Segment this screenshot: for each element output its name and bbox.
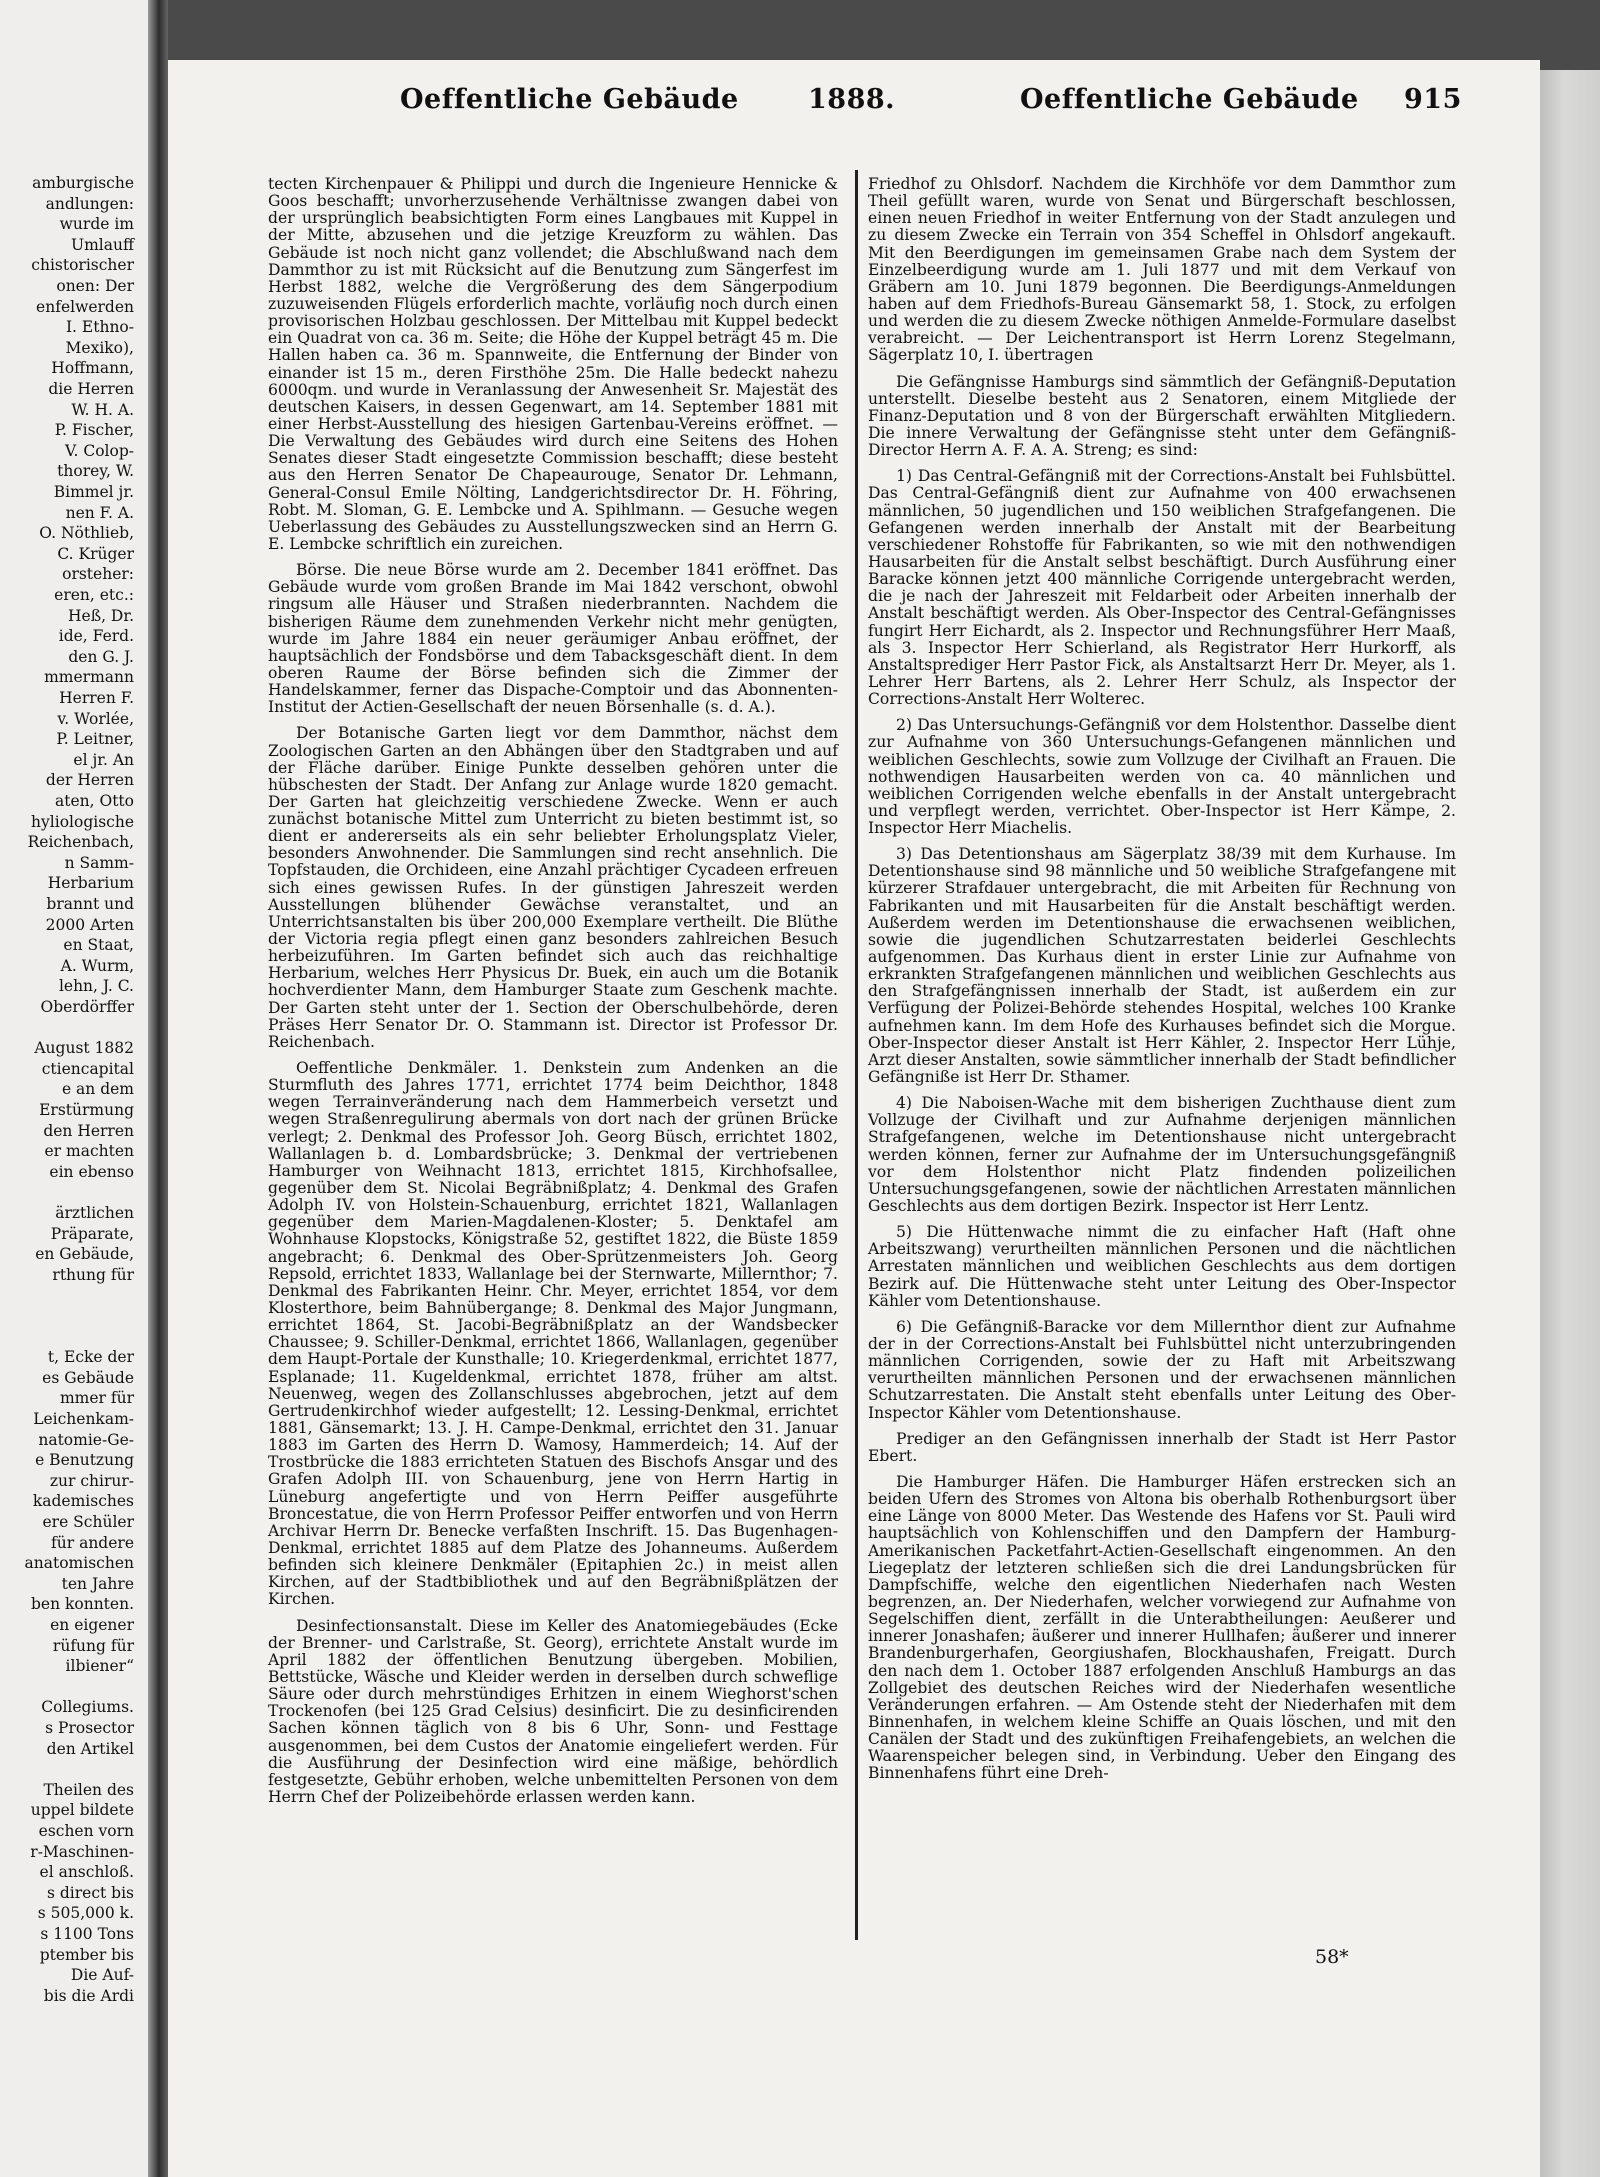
left-page-line: eren, etc.: bbox=[54, 586, 134, 604]
paragraph: Friedhof zu Ohlsdorf. Nachdem die Kirchhöfe vor dem Dammthor zum Theil gefüllt waren, wurde von Senat und Bürgerschaft beschlossen, einen neuen Friedhof in weiter Entfernung von der Stadt anzulegen und zu diesem Zwecke ein Terrain von 354 Scheffel in Ohlsdorf angekauft. Mit den Beerdigungen im gemeinsamen Grabe nach dem System der Einzelbeerdigung wurde am 1. Juli 1877 und mit dem Verkauf von Gräbern am 10. Juni 1879 begonnen. Die Beerdigungs-Anmeldungen haben auf dem Friedhofs-Bureau Gänsemarkt 58, 1. Stock, zu erfolgen und werden die zu diesem Zwecke nöthigen Anmelde-Formulare daselbst verabreicht. — Der Leichentransport ist Herrn Lorenz Stegelmann, Sägerplatz 10, I. übertragen bbox=[868, 175, 1456, 365]
left-page-line: Oberdörffer bbox=[40, 998, 134, 1016]
left-page-line: aten, Otto bbox=[55, 792, 134, 810]
left-page-line: Präparate, bbox=[50, 1224, 134, 1243]
left-page-line: en eigener bbox=[50, 1616, 134, 1634]
left-page-line: e Benutzung bbox=[35, 1451, 134, 1470]
left-page-line: lehn, J. C. bbox=[58, 977, 134, 996]
left-page-line: Herbarium bbox=[47, 874, 134, 893]
left-page-line: ärztlichen bbox=[55, 1204, 134, 1222]
left-page-line: er machten bbox=[44, 1142, 134, 1161]
left-page-line: v. Worlée, bbox=[57, 709, 134, 728]
left-page-line: ben konnten. bbox=[30, 1595, 134, 1614]
left-page-line: A. Wurm, bbox=[60, 956, 134, 975]
left-page-line: bis die Ardi bbox=[43, 1986, 134, 2005]
left-page-line: mmermann bbox=[44, 668, 134, 687]
left-page-line: den Herren bbox=[43, 1121, 134, 1140]
left-page-line: andlungen: bbox=[45, 194, 134, 213]
left-page-line: brannt und bbox=[46, 895, 134, 913]
left-page-line: uppel bildete bbox=[30, 1801, 134, 1820]
left-page-line: el jr. An bbox=[73, 750, 134, 769]
column-rule bbox=[855, 170, 858, 1940]
left-page-line: s Prosector bbox=[45, 1719, 134, 1737]
left-page-line: Herren F. bbox=[59, 689, 134, 707]
running-head-right: Oeffentliche Gebäude bbox=[1020, 84, 1359, 115]
left-page-line: ten Jahre bbox=[61, 1574, 134, 1593]
left-page-line: ere Schüler bbox=[42, 1513, 134, 1531]
left-page-line: ctiencapital bbox=[41, 1059, 134, 1078]
left-page-line: O. Nöthlieb, bbox=[39, 524, 134, 543]
left-page-line: e an dem bbox=[61, 1080, 134, 1099]
left-page-fragment bbox=[0, 0, 148, 2177]
left-page-line: onen: Der bbox=[56, 277, 134, 295]
left-page-line: natomie-Ge- bbox=[38, 1430, 134, 1449]
paragraph: Prediger an den Gefängnissen innerhalb der Stadt ist Herr Pastor Ebert. bbox=[868, 1429, 1456, 1465]
left-page-line: I. Ethno- bbox=[65, 318, 134, 337]
left-page-line: P. Leitner, bbox=[56, 730, 134, 749]
left-page-line: rthung für bbox=[52, 1265, 134, 1284]
left-page-line: s 1100 Tons bbox=[40, 1925, 134, 1943]
left-page-line: s direct bis bbox=[46, 1883, 134, 1902]
paragraph: Die Hamburger Häfen. Die Hamburger Häfen erstrecken sich an beiden Ufern des Stromes von Altona bis oberhalb Rothenburgsort über eine Länge von 8000 Meter. Das Westende des Hafens vor St. Pauli wird hauptsächlich von Kohlenschiffen und den Dampfern der Hamburg-Amerikanischen Packetfahrt-Actien-Gesellschaft eingenommen. An den Liegeplatz der letzteren schließen sich die drei Landungsbrücken für Dampfschiffe, welche den eigentlichen Niederhafen nach Westen begrenzen, an. Der Niederhafen, welcher vorwiegend zur Aufnahme von Segelschiffen dient, zerfällt in die Unterabtheilungen: Aeußerer und innerer Jonashafen; äußerer und innerer Hullhafen; äußerer und innerer Brandenburgerhafen, Georgiushafen, Blockhaushafen, Freigatt. Durch den nach dem 1. October 1887 erfolgenden Anschluß Hamburgs an das Zollgebiet des deutschen Reiches wird der Niederhafen wesentliche Veränderungen erfahren. — Am Ostende steht der Niederhafen mit dem Binnenhafen, in welchem kleine Schiffe an Quais löschen, und mit den Canälen der Stadt und des zukünftigen Freihafengebiets, an welchen die Waarenspeicher belegen sind, in Verbindung. Ueber den Eingang des Binnenhafens führt eine Dreh- bbox=[868, 1472, 1456, 1783]
paragraph: 3) Das Detentionshaus am Sägerplatz 38/39 mit dem Kurhause. Im Detentionshause sind 98 männliche und 50 weibliche Strafgefangene mit kürzerer Strafdauer untergebracht, die mit Arbeiten für Rechnung von Fabrikanten und mit Hausarbeiten für die Anstalt beschäftigt werden. Außerdem werden im Detentionshause die erwachsenen weiblichen, sowie die jugendlichen Schutzarrestaten beiderlei Geschlechts aufgenommen. Das Kurhaus dient in erster Linie zur Aufnahme von erkrankten Strafgefangenen männlichen und weiblichen Geschlechts aus den Strafgefängnissen innerhalb der Stadt, ist außerdem ein zur Verfügung der Polizei-Behörde stehendes Hospital, welches 100 Kranke aufnehmen kann. Im dem Hofe des Kurhauses befindet sich die Morgue. Ober-Inspector dieser Anstalt ist Herr Kähler, 2. Inspector Herr Lühje, Arzt dieser Anstalten, sowie sämmtlicher innerhalb der Stadt befindlicher Gefängniße ist Herr Dr. Sthamer. bbox=[868, 845, 1456, 1087]
left-page-line: August 1882 bbox=[34, 1039, 134, 1058]
left-page-line: rüfung für bbox=[52, 1636, 134, 1655]
left-page-line: eschen vorn bbox=[38, 1822, 134, 1840]
page-number: 915 bbox=[1404, 84, 1462, 115]
left-page-line: enfelwerden bbox=[36, 297, 134, 316]
left-page-line: Mexiko), bbox=[65, 338, 134, 357]
left-page-line: s 505,000 k. bbox=[37, 1904, 134, 1923]
left-page-line: C. Krüger bbox=[57, 544, 134, 563]
left-page-line: den G. J. bbox=[68, 647, 134, 666]
left-page-line: en Staat, bbox=[63, 936, 134, 955]
running-head-left: Oeffentliche Gebäude bbox=[400, 84, 739, 115]
left-page-line: mmer für bbox=[59, 1389, 134, 1408]
left-page-line: zur chirur- bbox=[49, 1471, 134, 1490]
page-edge bbox=[1540, 70, 1600, 2177]
left-page-line: anatomischen bbox=[24, 1554, 134, 1573]
left-page-line: der Herren bbox=[45, 771, 134, 790]
left-page-line: V. Colop- bbox=[65, 441, 134, 460]
left-page-line: Collegiums. bbox=[41, 1698, 134, 1717]
left-page-line: es Gebäude bbox=[42, 1368, 134, 1387]
left-page-line: ilbiener“ bbox=[65, 1657, 134, 1676]
left-page-line: hyliologische bbox=[31, 812, 134, 831]
running-head-year: 1888. bbox=[808, 84, 896, 115]
left-page-line: wurde im bbox=[59, 215, 134, 234]
paragraph: 6) Die Gefängniß-Baracke vor dem Millernthor dient zur Aufnahme der in der Corrections-Anstalt bei Fuhlsbüttel nicht unterzubringenden männlichen Corrigenden, sowie der zu Haft mit Arbeitszwang verurtheilten männlichen Personen und der erwachsenen männlichen Schutzarrestaten. Die Anstalt steht ebenfalls unter Leitung des Ober-Inspector Kähler vom Detentionshause. bbox=[868, 1317, 1456, 1422]
left-page-line: el anschloß. bbox=[39, 1863, 134, 1882]
paragraph: Die Gefängnisse Hamburgs sind sämmtlich der Gefängniß-Deputation unterstellt. Dieselbe besteht aus 2 Senatoren, einem Mitgliede der Finanz-Deputation und 8 von der Bürgerschaft erwählten Mitgliedern. Die innere Verwaltung der Gefängnisse steht unter dem Gefängniß-Director Herrn A. F. A. A. Streng; es sind: bbox=[868, 372, 1456, 460]
paragraph: Börse. Die neue Börse wurde am 2. December 1841 eröffnet. Das Gebäude wurde vom großen Brande im Mai 1842 verschont, obwohl ringsum alle Häuser und Straßen niederbrannten. Nachdem die bisherigen Räume dem zunehmenden Verkehr nicht mehr genügten, wurde im Jahre 1884 ein neuer geräumiger Anbau eröffnet, der hauptsächlich der Fondsbörse und dem Tabacksgeschäft dient. In dem oberen Raume der Börse befinden sich die Zimmer der Handelskammer, ferner das Dispache-Comptoir und das Abonnenten-Institut der Actien-Gesellschaft der neuen Börsenhalle (s. d. A.). bbox=[268, 561, 838, 717]
paragraph: Der Botanische Garten liegt vor dem Dammthor, nächst dem Zoologischen Garten an den Abhängen über den Stadtgraben und auf der Fläche darüber. Einige Punkte desselben gehören unter die hübschesten der Stadt. Der Anfang zur Anlage wurde 1820 gemacht. Der Garten hat gleichzeitig verschiedene Zwecke. Wenn er auch zunächst botanische Mittel zum Unterricht zu bieten bestimmt ist, so dient er andererseits als ein sehr beliebter Erholungsplatz Vieler, besonders Anwohnender. Die Sammlungen sind recht ansehnlich. Die Topfstauden, die Orchideen, eine Anzahl prächtiger Cycadeen erfreuen sich eines gewissen Rufes. In der günstigen Jahreszeit werden Ausstellungen blühender Gewächse veranstaltet, und an Unterrichtsanstalten bis über 200,000 Exemplare vertheilt. Die Blüthe der Victoria regia pflegt einen ganz besonders zahlreichen Besuch herbeizuführen. Im Garten befindet sich auch das reichhaltige Herbarium, welches Herr Physicus Dr. Buek, ein auch um die Botanik hochverdienter Mann, dem Hamburger Staate zum Geschenk machte. Der Garten steht unter der 1. Section der Oberschulbehörde, deren Präses Herr Senator Dr. O. Stammann ist. Director ist Professor Dr. Reichenbach. bbox=[268, 724, 838, 1051]
left-page-line: 2000 Arten bbox=[45, 915, 134, 934]
left-page-line: Die Auf- bbox=[70, 1966, 134, 1985]
column-left bbox=[268, 176, 838, 1806]
left-page-line: Theilen des bbox=[43, 1780, 134, 1799]
book-spine bbox=[148, 0, 168, 2177]
left-page-line: für andere bbox=[51, 1533, 134, 1552]
left-page-line: Erstürmung bbox=[39, 1101, 134, 1119]
left-page-line: amburgische bbox=[32, 174, 134, 192]
paragraph: Desinfectionsanstalt. Diese im Keller des Anatomiegebäudes (Ecke der Brenner- und Carlstraße, St. Georg), errichtete Anstalt wurde im April 1882 der öffentlichen Benutzung übergeben. Mobilien, Bettstücke, Wäsche und Kleider werden in derselben durch schweflige Säure oder durch mehrstündiges Erhitzen in einem Wieghorst'schen Trockenofen (bei 125 Grad Celsius) desinficirt. Die zu desinficirenden Sachen können täglich von 8 bis 6 Uhr, Sonn- und Festtage ausgenommen, bei dem Custos der Anatomie eingeliefert werden. Für die Ausführung der Desinfection wird eine mäßige, behördlich festgesetzte, Gebühr erhoben, welche unbemittelten Personen von dem Herrn Chef der Polizeibehörde erlassen werden kann. bbox=[268, 1616, 838, 1806]
left-page-line: P. Fischer, bbox=[54, 421, 134, 440]
left-page-line: ein ebenso bbox=[49, 1162, 134, 1181]
left-page-line: orsteher: bbox=[62, 565, 134, 584]
left-page-line: die Herren bbox=[48, 380, 134, 398]
left-page-line: kademisches bbox=[32, 1492, 134, 1511]
left-page-line: ide, Ferd. bbox=[58, 627, 134, 646]
left-page-line: Leichenkam- bbox=[33, 1410, 134, 1428]
left-page-line: chistorischer bbox=[31, 256, 134, 275]
left-page-line: Bimmel jr. bbox=[53, 483, 134, 501]
left-page-line: thorey, W. bbox=[57, 462, 134, 481]
paragraph: Oeffentliche Denkmäler. 1. Denkstein zum Andenken an die Sturmfluth des Jahres 1771, errichtet 1774 beim Deichthor, 1848 wegen Terrainveränderung nach dem Hammerbeich versetzt und wegen Straßenregulirung abermals von dort nach der grünen Brücke verlegt; 2. Denkmal des Professor Joh. Georg Büsch, errichtet 1802, Wallanlagen b. d. Lombardsbrücke; 3. Denkmal der vertriebenen Hamburger von Weihnacht 1813, errichtet 1815, Kirchhofsallee, gegenüber dem St. Nicolai Begräbnißplatz; 4. Denkmal des Grafen Adolph IV. von Holstein-Schauenburg, errichtet 1821, Wallanlagen gegenüber dem Marien-Magdalenen-Kloster; 5. Denktafel am Wohnhause Klopstocks, Königstraße 52, gestiftet 1822, die Büste 1859 angebracht; 6. Denkmal des Ober-Sprützenmeisters Joh. Georg Repsold, errichtet 1833, Wallanlage bei der Sternwarte, Millernthor; 7. Denkmal des Fabrikanten Heinr. Chr. Meyer, errichtet 1854, vor dem Klosterthore, beim Bahnübergange; 8. Denkmal des Major Jungmann, errichtet 1864, St. Jacobi-Begräbnißplatz an der Wandsbecker Chaussee; 9. Schiller-Denkmal, errichtet 1866, Wallanlagen, gegenüber dem Haupt-Portale der Kunsthalle; 10. Kriegerdenkmal, errichtet 1877, Esplanade; 11. Kugeldenkmal, errichtet 1878, früher am altst. Neuenweg, wegen des Zollanschlusses abgebrochen, jetzt auf dem Gertrudenkirchhof wieder aufgestellt; 12. Lessing-Denkmal, errichtet 1881, Gänsemarkt; 13. J. H. Campe-Denkmal, errichtet den 31. Januar 1883 im Garten des Herrn D. Wamosy, Hammerdeich; 14. Auf der Trostbrücke die 1883 errichteten Statuen des Bischofs Ansgar und des Grafen Adolph III. von Schauenburg, jene von Herrn Hartig in Lüneburg angefertigte und von Herrn Peiffer ausgeführte Broncestatue, die von Herrn Professor Peiffer entworfen und von Herrn Archivar Herrn Dr. Benecke verfaßten Inschrift. 15. Das Bugenhagen-Denkmal, errichtet 1885 auf dem Platze des Johanneums. Außerdem befinden sich kleinere Denkmäler (Epitaphien 2c.) in meist allen Kirchen, auf der Stadtbibliothek und auf den Begräbnißplätzen der Kirchen. bbox=[268, 1059, 838, 1609]
left-page-line: Umlauff bbox=[71, 235, 134, 254]
paragraph: 2) Das Untersuchungs-Gefängniß vor dem Holstenthor. Dasselbe dient zur Aufnahme von 360 Untersuchungs-Gefangenen männlichen und weiblichen Geschlechts, sowie zum Vollzuge der Civilhaft an Frauen. Die nothwendigen Hausarbeiten werden von ca. 40 männlichen und weiblichen Corrigenden welche ebenfalls in der Anstalt untergebracht und verpflegt werden, verrichtet. Ober-Inspector ist Herr Kämpe, 2. Inspector Herr Miachelis. bbox=[868, 716, 1456, 838]
column-right bbox=[868, 176, 1456, 1783]
left-page-line: Heß, Dr. bbox=[68, 606, 134, 625]
signature-mark: 58* bbox=[1315, 1946, 1349, 1968]
left-page-line: n Samm- bbox=[64, 853, 134, 872]
left-page-line: en Gebäude, bbox=[35, 1245, 134, 1264]
paragraph: tecten Kirchenpauer & Philippi und durch die Ingenieure Hennicke & Goos beschafft; unvorherzusehende Verhältnisse zwangen dabei von der ursprünglich beabsichtigten Form eines Langbaues mit Kuppel in der Mitte, abzusehen und die jetzige Kreuzform zu wählen. Das Gebäude ist noch nicht ganz vollendet; die Abschlußwand nach dem Dammthor zu ist mit Rücksicht auf die Benutzung zum Sängerfest im Herbst 1882, welche die Vergrößerung des dem Sängerpodium zuzuweisenden Flügels erforderlich machte, vorläufig noch durch einen provisorischen Holzbau geschlossen. Der Mittelbau mit Kuppel bedeckt ein Quadrat von ca. 36 m. Seite; die Höhe der Kuppel beträgt 45 m. Die Hallen haben ca. 36 m. Spannweite, die Entfernung der Binder von einander ist 15 m., deren Firsthöhe 25m. Die Halle bedeckt nahezu 6000qm. und wurde in Veranlassung der Anwesenheit Sr. Majestät des deutschen Kaisers, in dessen Gegenwart, am 14. September 1881 mit einer Herbst-Ausstellung des hiesigen Gartenbau-Vereins eröffnet. — Die Verwaltung des Gebäudes wird durch eine Seitens des Hohen Senates dieser Stadt eingesetzte Commission beschafft; diese besteht aus den Herren Senator De Chapeaurouge, Senator Dr. Lehmann, General-Consul Emile Nölting, Landgerichtsdirector Dr. H. Föhring, Robt. M. Sloman, G. E. Lembcke und A. Spihlmann. — Gesuche wegen Ueberlassung des Gebäudes zu Ausstellungszwecken sind an Herrn G. E. Lembcke schriftlich ein zureichen. bbox=[268, 175, 838, 553]
left-page-line: ptember bis bbox=[39, 1945, 134, 1964]
left-page-line: nen F. A. bbox=[65, 503, 134, 522]
paragraph: 1) Das Central-Gefängniß mit der Corrections-Anstalt bei Fuhlsbüttel. Das Central-Gefängniß dient zur Aufnahme von 400 erwachsenen männlichen, 50 jugendlichen und 150 weiblichen Strafgefangenen. Die Gefangenen werden innerhalb der Anstalt mit der Bearbeitung verschiedener Rohstoffe für Fabrikanten, so wie mit den nothwendigen Hausarbeiten für die Anstalt selbst beschäftigt. Durch Ausführung einer Baracke können jetzt 400 männliche Corrigende untergebracht werden, die je nach der Jahreszeit mit Feldarbeit oder Arbeiten innerhalb der Anstalt beschäftigt werden. Als Ober-Inspector des Central-Gefängnisses fungirt Herr Eichardt, als 2. Inspector und Rechnungsführer Herr Maaß, als 3. Inspector Herr Schierland, als Registrator Herr Hurkorff, als Anstaltsprediger Herr Pastor Fick, als Anstaltsarzt Herr Dr. Meyer, als 1. Lehrer Herr Bartens, als 2. Lehrer Herr Schulz, als Inspector der Corrections-Anstalt Herr Wolterec. bbox=[868, 467, 1456, 709]
left-page-line: W. H. A. bbox=[71, 400, 134, 419]
left-page-line: t, Ecke der bbox=[47, 1348, 134, 1367]
left-page-line: Reichenbach, bbox=[27, 833, 134, 852]
left-page-line: den Artikel bbox=[46, 1739, 134, 1758]
left-page-line: Hoffmann, bbox=[51, 359, 134, 378]
paragraph: 4) Die Naboisen-Wache mit dem bisherigen Zuchthause dient zum Vollzuge der Civilhaft und zur Aufnahme derjenigen männlichen Strafgefangenen, welche im Detentionshause nicht untergebracht werden können, ferner zur Aufnahme der im Untersuchungsgefängniß vor dem Holstenthor nicht Platz findenden polizeilichen Untersuchungsgefangenen, sowie der nächtlichen Arrestaten männlichen Geschlechts aus dem dortigen Bezirk. Inspector ist Herr Lentz. bbox=[868, 1094, 1456, 1216]
paragraph: 5) Die Hüttenwache nimmt die zu einfacher Haft (Haft ohne Arbeitszwang) verurtheilten männlichen Personen und die nächtlichen Arrestaten männlichen und weiblichen Geschlechts aus dem dortigen Bezirk auf. Die Hüttenwache steht unter Leitung des Ober-Inspector Kähler vom Detentionshause. bbox=[868, 1223, 1456, 1310]
left-page-line: r-Maschinen- bbox=[30, 1842, 134, 1861]
